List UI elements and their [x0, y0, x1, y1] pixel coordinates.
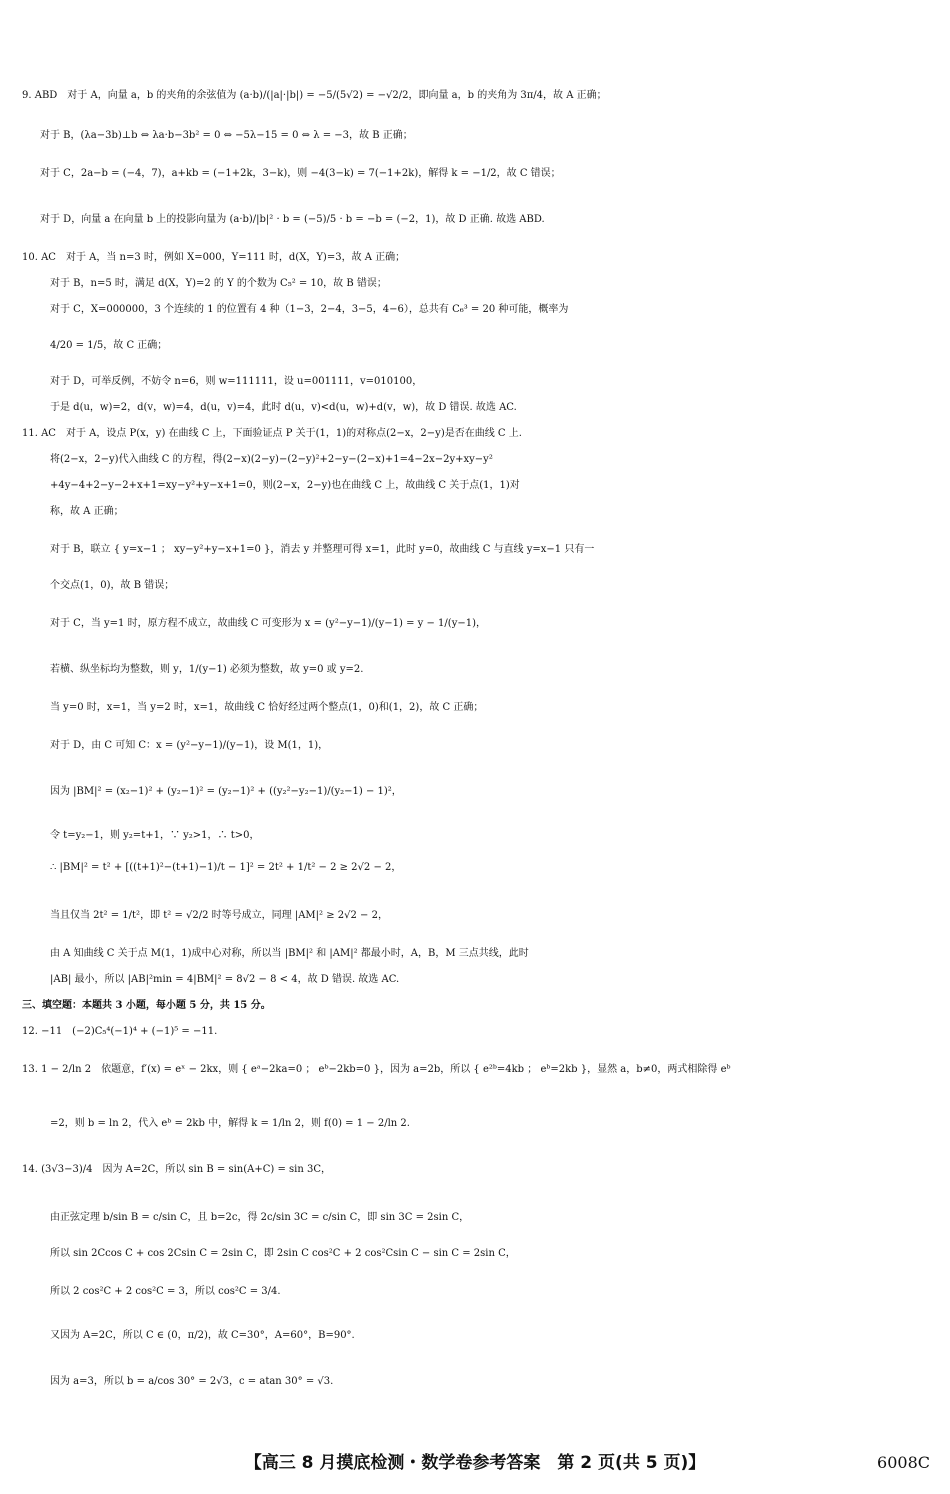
answer-line: 若横、纵坐标均为整数，则 y，1/(y−1) 必须为整数，故 y=0 或 y=2.	[50, 664, 364, 675]
answer-line: 于是 d(u，w)=2，d(v，w)=4，d(u，v)=4，此时 d(u，v)<d(u，w)+d(v，w)，故 D 错误. 故选 AC.	[50, 402, 517, 413]
answer-line: 11. AC 对于 A，设点 P(x，y) 在曲线 C 上，下面验证点 P 关于(1，1)的对称点(2−x，2−y)是否在曲线 C 上.	[22, 428, 522, 439]
answer-line: 对于 B，联立 { y=x−1 ； xy−y²+y−x+1=0 }，消去 y 并整理可得 x=1，此时 y=0，故曲线 C 与直线 y=x−1 只有一	[50, 544, 595, 555]
answer-line: ∴ |BM|² = t² + [((t+1)²−(t+1)−1)/t − 1]² = 2t² + 1/t² − 2 ≥ 2√2 − 2，	[50, 862, 402, 873]
answer-line: 对于 C，2a−b = (−4，7)，a+kb = (−1+2k，3−k)，则 −4(3−k) = 7(−1+2k)，解得 k = −1/2，故 C 错误；	[40, 168, 561, 179]
answer-line: +4y−4+2−y−2+x+1=xy−y²+y−x+1=0，则(2−x，2−y)也在曲线 C 上，故曲线 C 关于点(1，1)对	[50, 480, 520, 491]
answer-line: 个交点(1，0)，故 B 错误；	[50, 580, 175, 591]
answer-line: 对于 C，X=000000，3 个连续的 1 的位置有 4 种（1−3，2−4，3−5，4−6），总共有 C₆³ = 20 种可能，概率为	[50, 304, 569, 315]
page-footer	[0, 1450, 950, 1476]
answer-line: 4/20 = 1/5，故 C 正确；	[50, 340, 168, 351]
answer-line: 由 A 知曲线 C 关于点 M(1，1)成中心对称，所以当 |BM|² 和 |AM|² 都最小时，A，B，M 三点共线，此时	[50, 948, 529, 959]
answer-line: 14. (3√3−3)/4 因为 A=2C，所以 sin B = sin(A+C) = sin 3C，	[22, 1164, 331, 1175]
answer-line: 所以 sin 2Ccos C + cos 2Csin C = 2sin C，即 2sin C cos²C + 2 cos²Csin C − sin C = 2sin C，	[50, 1248, 516, 1259]
answer-line: 因为 |BM|² = (x₂−1)² + (y₂−1)² = (y₂−1)² + ((y₂²−y₂−1)/(y₂−1) − 1)²，	[50, 786, 402, 797]
answer-line: 令 t=y₂−1，则 y₂=t+1，∵ y₂>1，∴ t>0，	[50, 830, 260, 841]
document-code: 6008C	[877, 1453, 930, 1472]
answer-line: 13. 1 − 2/ln 2 依题意，f′(x) = eˣ − 2kx，则 { eᵃ−2ka=0 ； eᵇ−2kb=0 }，因为 a=2b，所以 { e²ᵇ=4kb ； eᵇ=2kb }，显然 a，b≠0，两式相除得 eᵇ	[22, 1064, 731, 1075]
answer-line: 又因为 A=2C，所以 C ∈ (0，π/2)，故 C=30°，A=60°，B=90°.	[50, 1330, 355, 1341]
section-heading: 三、填空题：本题共 3 小题，每小题 5 分，共 15 分。	[22, 1000, 271, 1011]
answer-line: 对于 D，向量 a 在向量 b 上的投影向量为 (a·b)/|b|² · b = (−5)/5 · b = −b = (−2，1)，故 D 正确. 故选 ABD.	[40, 214, 545, 225]
answer-line: 10. AC 对于 A，当 n=3 时，例如 X=000，Y=111 时，d(X，Y)=3，故 A 正确；	[22, 252, 406, 263]
answer-line: 称，故 A 正确；	[50, 506, 124, 517]
answer-line: 将(2−x，2−y)代入曲线 C 的方程，得(2−x)(2−y)−(2−y)²+2−y−(2−x)+1=4−2x−2y+xy−y²	[50, 454, 493, 465]
answer-line: 对于 D，可举反例，不妨令 n=6，则 w=111111，设 u=001111，v=010100，	[50, 376, 423, 387]
answer-line: =2，则 b = ln 2，代入 eᵇ = 2kb 中，解得 k = 1/ln 2，则 f(0) = 1 − 2/ln 2.	[50, 1118, 410, 1129]
footer-title: 【高三 8 月摸底检测・数学卷参考答案 第 2 页(共 5 页)】	[244, 1453, 706, 1473]
answer-line: 12. −11 (−2)C₅⁴(−1)⁴ + (−1)⁵ = −11.	[22, 1026, 218, 1037]
answer-line: 对于 C，当 y=1 时，原方程不成立，故曲线 C 可变形为 x = (y²−y−1)/(y−1) = y − 1/(y−1)，	[50, 618, 486, 629]
answer-line: 当且仅当 2t² = 1/t²，即 t² = √2/2 时等号成立，同理 |AM|² ≥ 2√2 − 2，	[50, 910, 388, 921]
answer-line: 由正弦定理 b/sin B = c/sin C，且 b=2c，得 2c/sin 3C = c/sin C，即 sin 3C = 2sin C，	[50, 1212, 470, 1223]
answer-line: 所以 2 cos²C + 2 cos²C = 3，所以 cos²C = 3/4.	[50, 1286, 281, 1297]
answer-line: |AB| 最小，所以 |AB|²min = 4|BM|² = 8√2 − 8 < 4，故 D 错误. 故选 AC.	[50, 974, 400, 985]
answer-line: 因为 a=3，所以 b = a/cos 30° = 2√3，c = atan 30° = √3.	[50, 1376, 334, 1387]
answer-line: 当 y=0 时，x=1，当 y=2 时，x=1，故曲线 C 恰好经过两个整点(1，0)和(1，2)，故 C 正确；	[50, 702, 484, 713]
answer-line: 9. ABD 对于 A，向量 a，b 的夹角的余弦值为 (a·b)/(|a|·|b|) = −5/(5√2) = −√2/2，即向量 a，b 的夹角为 3π/4，故 A 正确；	[22, 90, 607, 101]
answer-line: 对于 D，由 C 可知 C：x = (y²−y−1)/(y−1)，设 M(1，1)，	[50, 740, 329, 751]
answer-line: 对于 B，(λa−3b)⊥b ⇔ λa·b−3b² = 0 ⇔ −5λ−15 = 0 ⇔ λ = −3，故 B 正确；	[40, 130, 413, 141]
answer-line: 对于 B，n=5 时，满足 d(X，Y)=2 的 Y 的个数为 C₅² = 10，故 B 错误；	[50, 278, 387, 289]
